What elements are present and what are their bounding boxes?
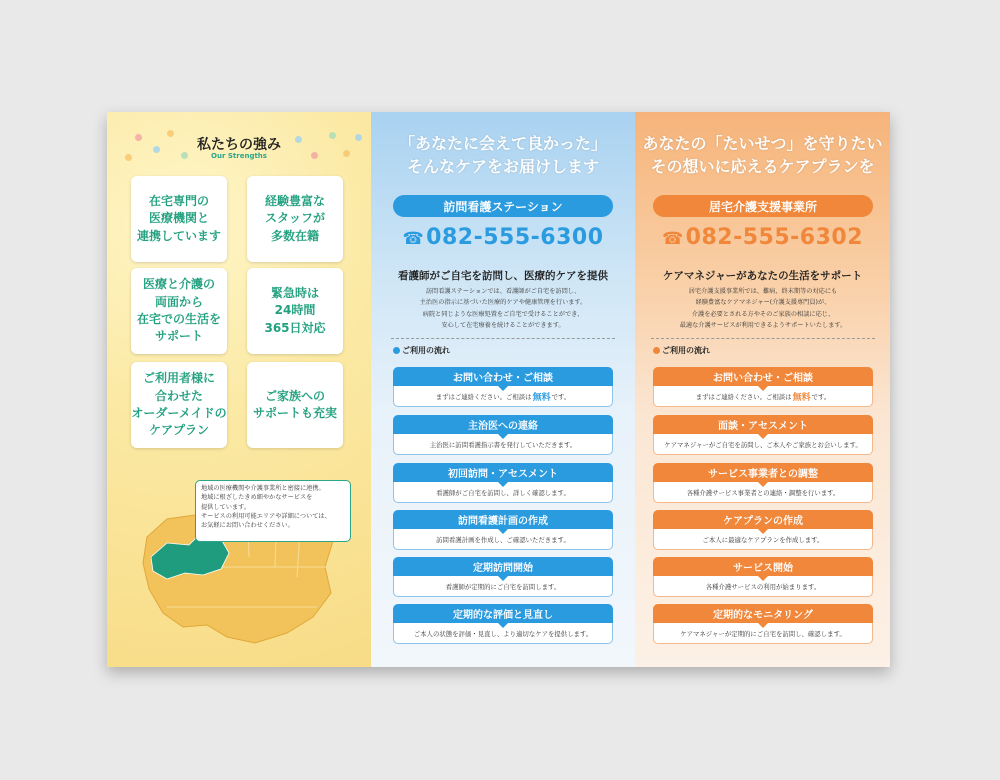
step-text: まずはご連絡ください。ご相談は 無料 です。 xyxy=(653,386,873,407)
step-text: 看護師がご自宅を訪問し、詳しく確認します。 xyxy=(393,482,613,503)
flow-step xyxy=(393,415,613,457)
flow-label xyxy=(653,345,710,356)
phone-icon: ☎ xyxy=(402,229,425,249)
nursing-description xyxy=(381,286,625,332)
flow-step xyxy=(653,415,873,457)
divider xyxy=(391,338,615,339)
nursing-lead: 看護師がご自宅を訪問し、医療的ケアを提供 xyxy=(398,270,608,282)
care-description xyxy=(641,286,885,332)
step-title: 訪問看護計画の作成 xyxy=(393,510,613,529)
phone-icon: ☎ xyxy=(661,229,684,249)
strength-card: ご家族への サポートも充実 xyxy=(247,362,343,448)
strength-card: 医療と介護の 両面から 在宅での生活を サポート xyxy=(131,268,227,354)
step-text: ご本人に最適なケアプランを作成します。 xyxy=(653,529,873,550)
step-text: 訪問看護計画を作成し、ご確認いただきます。 xyxy=(393,529,613,550)
step-title: 主治医への連絡 xyxy=(393,415,613,434)
strengths-title: 私たちの強み xyxy=(197,137,281,153)
area-callout: 地域の医療機関や介護事業所と密接に連携。 地域に根ざしたきめ細やかなサービスを 提供しています。 サービスの利用可能エリアや詳細については、 お気軽にお問い合わせください。 xyxy=(195,480,351,542)
step-title: ケアプランの作成 xyxy=(653,510,873,529)
step-text: ご本人の状態を評価・見直し、より適切なケアを提供します。 xyxy=(393,623,613,644)
step-title: お問い合わせ・ご相談 xyxy=(393,367,613,386)
desc-line: 居宅介護支援事業所では、難病、終末期等の対応にも xyxy=(688,288,838,295)
step-title: 定期訪問開始 xyxy=(393,557,613,576)
step-title: 定期的な評価と見直し xyxy=(393,604,613,623)
step-text: ケアマネジャーが定期的にご自宅を訪問し、確認します。 xyxy=(653,623,873,644)
nursing-phone[interactable] xyxy=(371,225,635,250)
care-office-label: 居宅介護支援事業所 xyxy=(653,195,873,217)
heading-line: 「あなたに会えて良かった」 xyxy=(398,134,607,153)
flow-step xyxy=(393,604,613,646)
heading-line: そんなケアをお届けします xyxy=(406,157,599,177)
step-title: お問い合わせ・ご相談 xyxy=(653,367,873,386)
strengths-panel xyxy=(107,112,371,667)
strength-card: 緊急時は 24時間 365日対応 xyxy=(247,268,343,354)
strength-card: ご利用者様に 合わせた オーダーメイドの ケアプラン xyxy=(131,362,227,448)
step-text: ケアマネジャーがご自宅を訪問し、ご本人やご家族とお会いします。 xyxy=(653,434,873,455)
brochure xyxy=(107,112,890,667)
step-title: 面談・アセスメント xyxy=(653,415,873,434)
flow-step xyxy=(653,604,873,646)
step-text: まずはご連絡ください。ご相談は 無料 です。 xyxy=(393,386,613,407)
care-heading xyxy=(635,132,890,178)
flow-step xyxy=(393,557,613,599)
desc-line: 経験豊富なケアマネジャー(介護支援専門員)が、 xyxy=(695,299,831,307)
step-text: 看護師が定期的にご自宅を訪問します。 xyxy=(393,576,613,597)
step-title: 定期的なモニタリング xyxy=(653,604,873,623)
strengths-subtitle: Our Strengths xyxy=(211,152,267,160)
flow-label xyxy=(393,345,450,356)
heading-line: あなたの「たいせつ」を守りたい xyxy=(642,134,883,153)
flow-step xyxy=(393,510,613,552)
flow-step xyxy=(653,463,873,505)
nursing-office-label: 訪問看護ステーション xyxy=(393,195,613,217)
strength-card: 経験豊富な スタッフが 多数在籍 xyxy=(247,176,343,262)
flow-step xyxy=(393,367,613,409)
nursing-panel xyxy=(371,112,635,667)
divider xyxy=(651,338,875,339)
bullet-icon xyxy=(393,347,400,354)
care-lead: ケアマネジャーがあなたの生活をサポート xyxy=(662,270,863,282)
flow-step xyxy=(393,463,613,505)
step-title: サービス事業者との調整 xyxy=(653,463,873,482)
bullet-icon xyxy=(653,347,660,354)
step-text: 各種介護サービス事業者との連絡・調整を行います。 xyxy=(653,482,873,503)
care-phone[interactable] xyxy=(635,225,890,250)
step-text: 各種介護サービスの利用が始まります。 xyxy=(653,576,873,597)
flow-step xyxy=(653,367,873,409)
nursing-heading xyxy=(371,132,635,178)
strength-card: 在宅専門の 医療機関と 連携しています xyxy=(131,176,227,262)
desc-line: 最適な介護サービスが利用できるようサポートいたします。 xyxy=(679,322,847,330)
flow-step xyxy=(653,557,873,599)
phone-number[interactable]: 082-555-6302 xyxy=(685,225,864,250)
flow-step xyxy=(653,510,873,552)
flow-label-text: ご利用の流れ xyxy=(402,346,450,355)
step-text: 主治医に訪問看護指示書を発行していただきます。 xyxy=(393,434,613,455)
heading-line: その想いに応えるケアプランを xyxy=(650,157,875,177)
phone-number[interactable]: 082-555-6300 xyxy=(426,225,604,250)
desc-line: 病院と同じような医療処置をご自宅で受けることができ、 xyxy=(422,310,584,318)
step-title: サービス開始 xyxy=(653,557,873,576)
desc-line: 訪問看護ステーションでは、看護師がご自宅を訪問し、 xyxy=(425,288,581,295)
flow-label-text: ご利用の流れ xyxy=(662,346,710,355)
care-plan-panel xyxy=(635,112,890,667)
desc-line: 介護を必要とされる方やそのご家族の相談に応じ、 xyxy=(691,310,835,318)
desc-line: 主治医の指示に基づいた医療的ケアや健康管理を行います。 xyxy=(419,299,587,307)
step-title: 初回訪問・アセスメント xyxy=(393,463,613,482)
desc-line: 安心して在宅療養を続けることができます。 xyxy=(441,322,565,330)
